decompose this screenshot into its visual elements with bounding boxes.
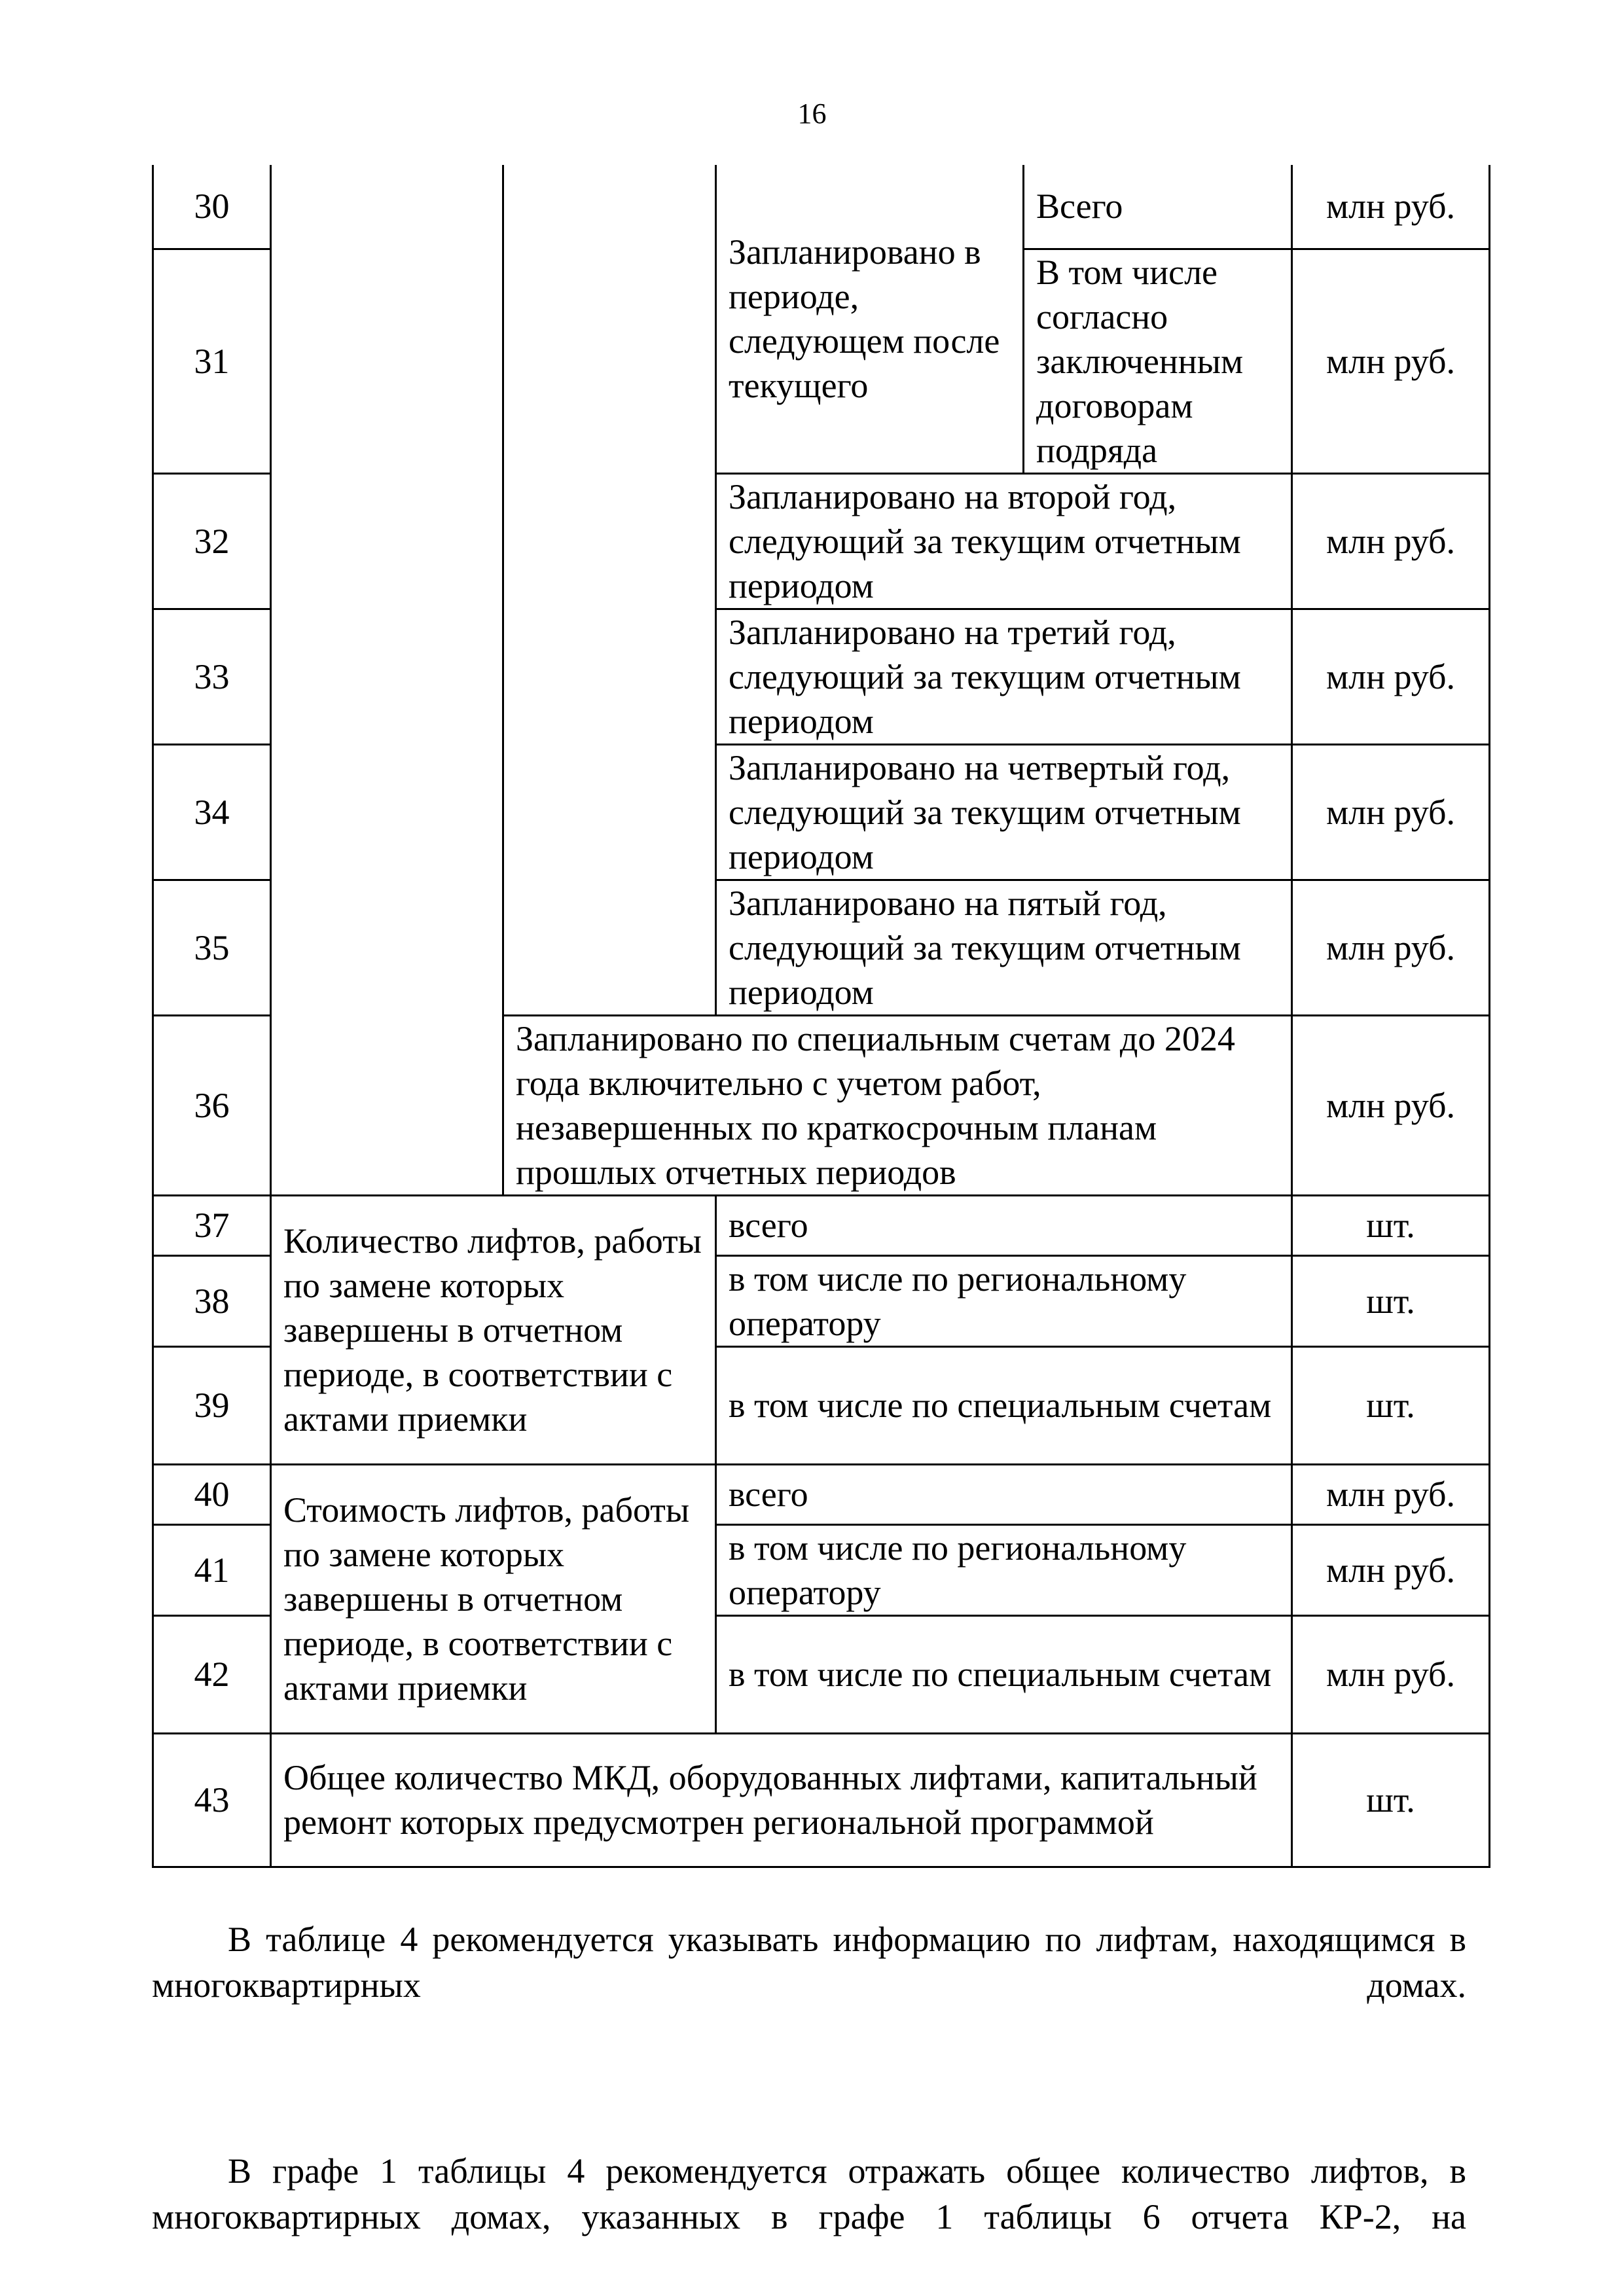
row-unit: млн руб. [1292,1615,1490,1733]
table-row [153,165,1490,249]
row-unit: млн руб. [1292,1464,1490,1524]
table-row [153,1195,1490,1255]
row-unit: шт. [1292,1255,1490,1346]
row-description: Общее количество МКД, оборудованных лифтами, капитальный ремонт которых предусмотрен региональной программой [271,1733,1292,1867]
row-unit: шт. [1292,1346,1490,1464]
row-number: 42 [153,1615,271,1733]
row-unit: млн руб. [1292,880,1490,1015]
row-unit: млн руб. [1292,1524,1490,1615]
row-number: 35 [153,880,271,1015]
row-sub-label: в том числе по специальным счетам [716,1615,1292,1733]
row-group-label: Стоимость лифтов, работы по замене которых завершены в отчетном периоде, в соответствии с актами приемки [271,1464,716,1733]
row-description: Запланировано на четвертый год, следующий за текущим отчетным периодом [716,744,1292,880]
row-description: Запланировано на второй год, следующий за текущим отчетным периодом [716,473,1292,609]
row-sub-label: В том числе согласно заключенным договорам подряда [1024,249,1292,473]
row-description: Запланировано на третий год, следующий за текущим отчетным периодом [716,609,1292,744]
empty-cell [503,165,716,1015]
row-sub-label: в том числе по специальным счетам [716,1346,1292,1464]
paragraph-1 [152,1916,1466,2008]
empty-cell [271,165,503,1195]
row-number: 40 [153,1464,271,1524]
row-number: 34 [153,744,271,880]
paragraph-text: В таблице 4 рекомендуется указывать информацию по лифтам, находящимся в многоквартирных домах. [152,1920,1466,2005]
page-number: 16 [797,98,827,130]
row-description: Запланировано на пятый год, следующий за текущим отчетным периодом [716,880,1292,1015]
row-unit: млн руб. [1292,165,1490,249]
row-number: 38 [153,1255,271,1346]
row-number: 32 [153,473,271,609]
row-unit: шт. [1292,1733,1490,1867]
row-group-label: Количество лифтов, работы по замене которых завершены в отчетном периоде, в соответствии с актами приемки [271,1195,716,1464]
row-description: Запланировано по специальным счетам до 2024 года включительно с учетом работ, незавершенных по краткосрочным планам прошлых отчетных периодов [503,1015,1292,1195]
row-number: 31 [153,249,271,473]
row-unit: млн руб. [1292,1015,1490,1195]
row-unit: млн руб. [1292,249,1490,473]
row-sub-label: Всего [1024,165,1292,249]
table-row [153,1733,1490,1867]
row-number: 43 [153,1733,271,1867]
row-number: 41 [153,1524,271,1615]
row-sub-label: всего [716,1464,1292,1524]
row-unit: млн руб. [1292,609,1490,744]
row-number: 37 [153,1195,271,1255]
report-table [152,165,1490,1868]
row-number: 30 [153,165,271,249]
row-number: 39 [153,1346,271,1464]
row-group-label: Запланировано в периоде, следующем после текущего [716,165,1024,473]
row-number: 36 [153,1015,271,1195]
row-unit: млн руб. [1292,744,1490,880]
paragraph-2 [152,2148,1466,2240]
row-sub-label: всего [716,1195,1292,1255]
row-sub-label: в том числе по региональному оператору [716,1524,1292,1615]
row-number: 33 [153,609,271,744]
row-unit: шт. [1292,1195,1490,1255]
table-row [153,1464,1490,1524]
paragraph-text: В графе 1 таблицы 4 рекомендуется отражать общее количество лифтов, в многоквартирных домах, указанных в графе 1 таблицы 6 отчета КР-2, на [152,2151,1466,2236]
row-unit: млн руб. [1292,473,1490,609]
row-sub-label: в том числе по региональному оператору [716,1255,1292,1346]
